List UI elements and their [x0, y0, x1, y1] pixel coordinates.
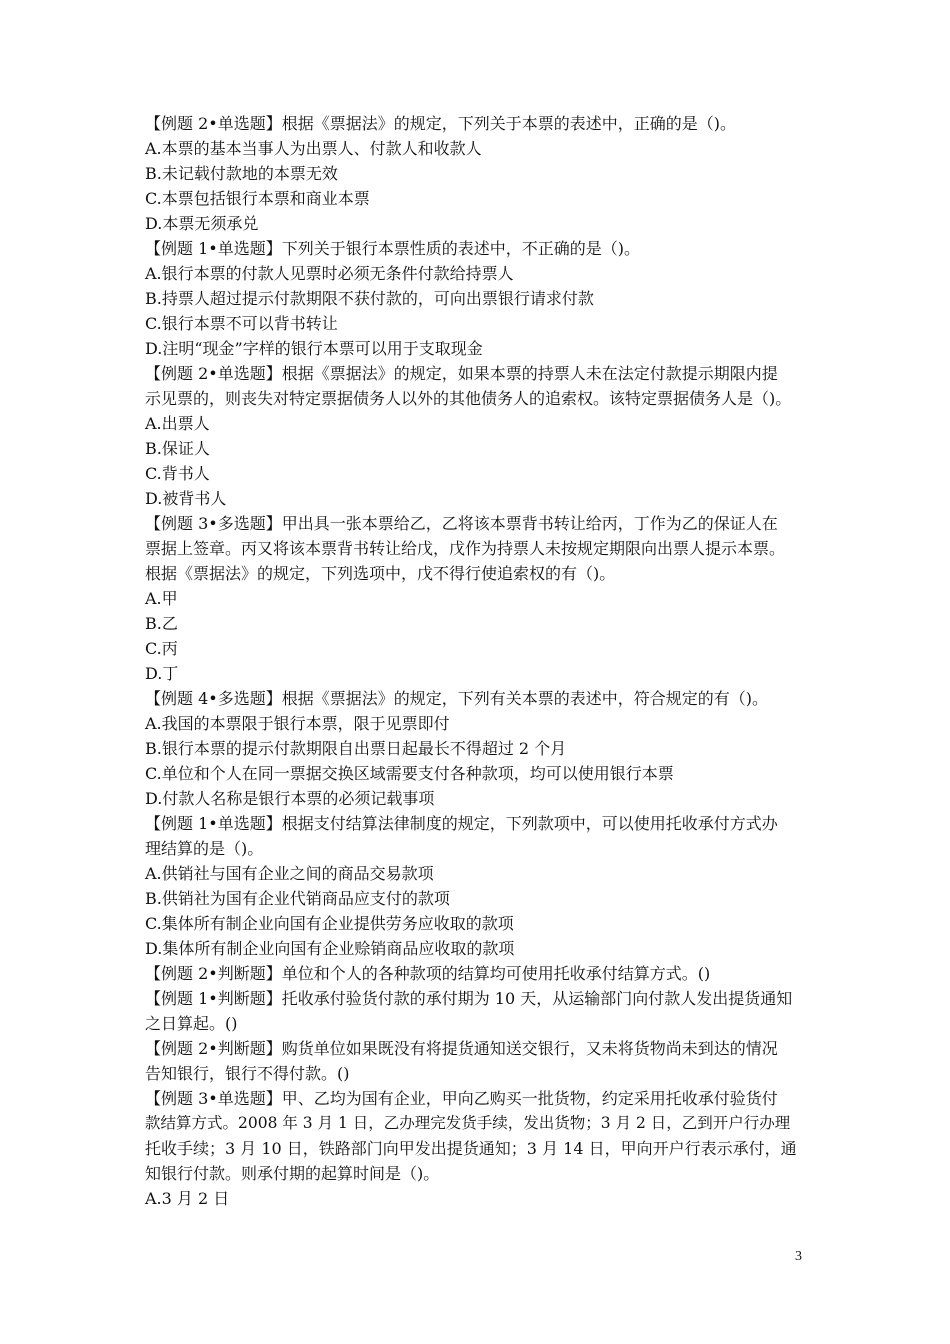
option-c: C.银行本票不可以背书转让 — [145, 314, 338, 333]
option-c: C.单位和个人在同一票据交换区域需要支付各种款项，均可以使用银行本票 — [145, 764, 674, 783]
option-b: B.保证人 — [145, 439, 210, 458]
question-heading: 【例题 1•判断题】托收承付验货付款的承付期为 10 天，从运输部门向付款人发出提货通知 — [145, 989, 793, 1008]
option-d: D.被背书人 — [145, 489, 227, 508]
question-text: 知银行付款。则承付期的起算时间是（)。 — [145, 1164, 440, 1183]
option-c: C.集体所有制企业向国有企业提供劳务应收取的款项 — [145, 914, 514, 933]
option-a: A.甲 — [145, 589, 178, 608]
option-b: B.银行本票的提示付款期限自出票日起最长不得超过 2 个月 — [145, 739, 567, 758]
question-text: 托收手续；3 月 10 日，铁路部门向甲发出提货通知；3 月 14 日，甲向开户行表示承付，通 — [145, 1139, 797, 1158]
option-b: B.供销社为国有企业代销商品应支付的款项 — [145, 889, 450, 908]
option-b: B.未记载付款地的本票无效 — [145, 164, 338, 183]
question-text: 票据上签章。丙又将该本票背书转让给戊，戊作为持票人未按规定期限向出票人提示本票。 — [145, 539, 786, 558]
option-b: B.持票人超过提示付款期限不获付款的，可向出票银行请求付款 — [145, 289, 594, 308]
option-c: C.丙 — [145, 639, 178, 658]
option-a: A.出票人 — [145, 414, 210, 433]
option-b: B.乙 — [145, 614, 178, 633]
question-text: 理结算的是（)。 — [145, 839, 264, 858]
question-text: 之日算起。() — [145, 1014, 238, 1033]
option-d: D.本票无须承兑 — [145, 214, 259, 233]
question-text: 示见票的，则丧失对特定票据债务人以外的其他债务人的追索权。该特定票据债务人是（)。 — [145, 389, 792, 408]
question-heading: 【例题 2•判断题】单位和个人的各种款项的结算均可使用托收承付结算方式。() — [145, 964, 711, 983]
option-d: D.注明“现金”字样的银行本票可以用于支取现金 — [145, 339, 483, 358]
question-text: 告知银行，银行不得付款。() — [145, 1064, 350, 1083]
question-text: 根据《票据法》的规定，下列选项中，戊不得行使追索权的有（)。 — [145, 564, 616, 583]
option-c: C.背书人 — [145, 464, 210, 483]
question-heading: 【例题 4•多选题】根据《票据法》的规定，下列有关本票的表述中，符合规定的有（)。 — [145, 689, 768, 708]
question-heading: 【例题 1•单选题】下列关于银行本票性质的表述中，不正确的是（)。 — [145, 239, 640, 258]
option-a: A.银行本票的付款人见票时必须无条件付款给持票人 — [145, 264, 514, 283]
option-a: A.供销社与国有企业之间的商品交易款项 — [145, 864, 434, 883]
option-d: D.付款人名称是银行本票的必须记载事项 — [145, 789, 435, 808]
question-heading: 【例题 3•单选题】甲、乙均为国有企业，甲向乙购买一批货物，约定采用托收承付验货付 — [145, 1089, 778, 1108]
question-heading: 【例题 1•单选题】根据支付结算法律制度的规定，下列款项中，可以使用托收承付方式办 — [145, 814, 778, 833]
question-heading: 【例题 2•单选题】根据《票据法》的规定，如果本票的持票人未在法定付款提示期限内提 — [145, 364, 778, 383]
page-number: 3 — [795, 1249, 802, 1264]
option-a: A.我国的本票限于银行本票，限于见票即付 — [145, 714, 450, 733]
option-d: D.丁 — [145, 664, 179, 683]
option-a: A.3 月 2 日 — [145, 1189, 230, 1208]
option-c: C.本票包括银行本票和商业本票 — [145, 189, 370, 208]
question-heading: 【例题 3•多选题】甲出具一张本票给乙，乙将该本票背书转让给丙，丁作为乙的保证人在 — [145, 514, 778, 533]
option-d: D.集体所有制企业向国有企业赊销商品应收取的款项 — [145, 939, 515, 958]
question-heading: 【例题 2•单选题】根据《票据法》的规定，下列关于本票的表述中，正确的是（)。 — [145, 114, 736, 133]
option-a: A.本票的基本当事人为出票人、付款人和收款人 — [145, 139, 482, 158]
question-text: 款结算方式。2008 年 3 月 1 日，乙办理完发货手续，发出货物；3 月 2 日，乙到开户行办理 — [145, 1114, 791, 1132]
question-heading: 【例题 2•判断题】购货单位如果既没有将提货通知送交银行，又未将货物尚未到达的情况 — [145, 1039, 778, 1058]
document-body — [145, 111, 810, 1211]
